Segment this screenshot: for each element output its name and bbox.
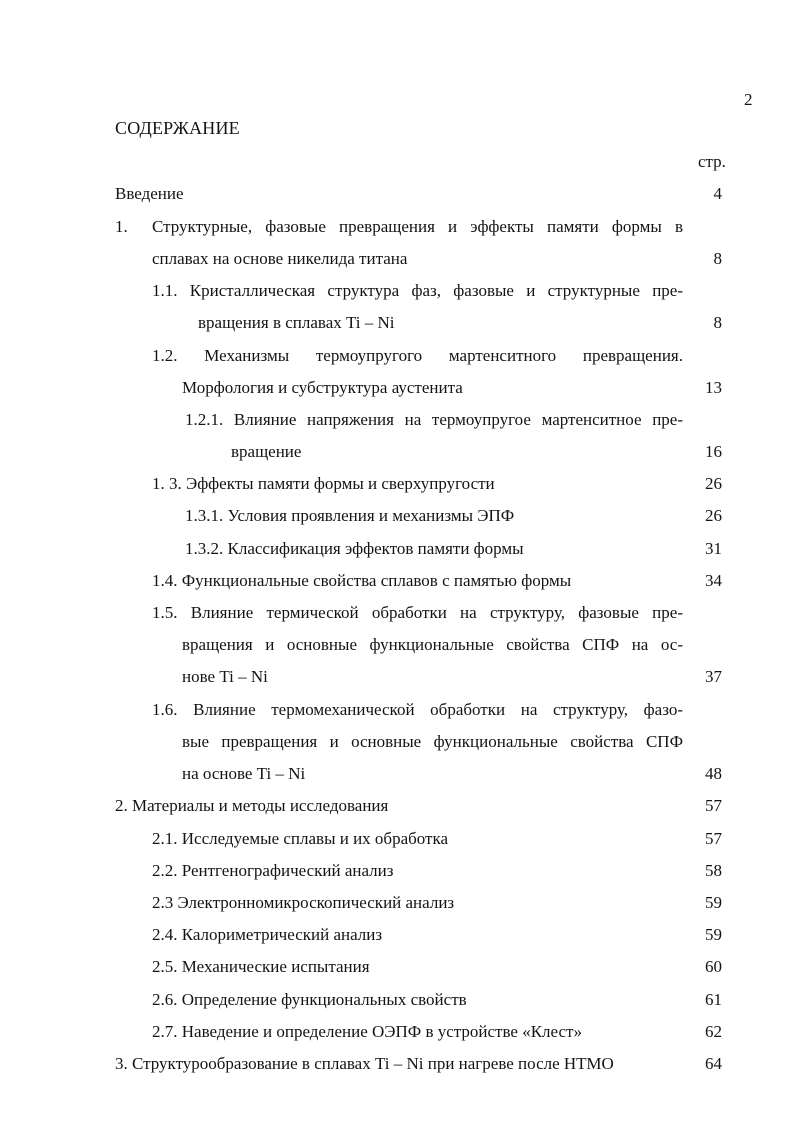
toc-page: 13 bbox=[705, 378, 722, 397]
toc-line: 2. Материалы и методы исследования bbox=[115, 796, 389, 815]
toc-line: Структурные, фазовые превращения и эффекты памяти формы в bbox=[152, 217, 683, 236]
toc-line: 1.1. Кристаллическая структура фаз, фазовые и структурные пре- bbox=[152, 281, 683, 300]
toc-line: вращения и основные функциональные свойства СПФ на ос- bbox=[182, 635, 683, 654]
toc-page: 59 bbox=[705, 893, 722, 912]
toc-line: вращение bbox=[231, 442, 302, 461]
toc-line: 2.6. Определение функциональных свойств bbox=[152, 990, 467, 1009]
toc-page: 61 bbox=[705, 990, 722, 1009]
toc-page: 58 bbox=[705, 861, 722, 880]
toc-page: 62 bbox=[705, 1022, 722, 1041]
toc-line: Введение bbox=[115, 184, 184, 203]
toc-page: 60 bbox=[705, 957, 722, 976]
toc-page: 59 bbox=[705, 925, 722, 944]
toc-line: 2.5. Механические испытания bbox=[152, 957, 370, 976]
page-title: СОДЕРЖАНИЕ bbox=[115, 118, 240, 138]
page-number: 2 bbox=[744, 90, 753, 109]
toc-line: 1.3.2. Классификация эффектов памяти формы bbox=[185, 539, 524, 558]
toc-line: на основе Ti – Ni bbox=[182, 764, 306, 783]
page-column-header: стр. bbox=[698, 152, 726, 171]
toc-line: нове Ti – Ni bbox=[182, 667, 268, 686]
toc-line: 3. Структурообразование в сплавах Ti – Ni при нагреве после НТМО bbox=[115, 1054, 614, 1073]
toc-page: 8 bbox=[713, 249, 722, 268]
toc-line: 1.2. Механизмы термоупругого мартенситного превращения. bbox=[152, 346, 683, 365]
toc-page: 37 bbox=[705, 667, 722, 686]
toc-line: 1.6. Влияние термомеханической обработки на структуру, фазо- bbox=[152, 700, 683, 719]
toc-page: 34 bbox=[705, 571, 722, 590]
toc-line: 1.4. Функциональные свойства сплавов с памятью формы bbox=[152, 571, 572, 590]
toc-page: 57 bbox=[705, 829, 722, 848]
toc-page: 26 bbox=[705, 506, 722, 525]
toc-page: 4 bbox=[713, 184, 722, 203]
toc-page: 64 bbox=[705, 1054, 722, 1073]
toc-line: сплавах на основе никелида титана bbox=[152, 249, 408, 268]
toc-line: 2.2. Рентгенографический анализ bbox=[152, 861, 394, 880]
toc-line: 1.5. Влияние термической обработки на структуру, фазовые пре- bbox=[152, 603, 683, 622]
toc-chapter-number: 1. bbox=[115, 217, 128, 236]
toc-page: 48 bbox=[705, 764, 722, 783]
toc-line: 1.2.1. Влияние напряжения на термоупругое мартенситное пре- bbox=[185, 410, 683, 429]
toc-line: Морфология и субструктура аустенита bbox=[182, 378, 463, 397]
toc-page: 57 bbox=[705, 796, 722, 815]
toc-line: 2.7. Наведение и определение ОЭПФ в устройстве «Клест» bbox=[152, 1022, 582, 1041]
toc-line: 1. 3. Эффекты памяти формы и сверхупругости bbox=[152, 474, 495, 493]
toc-line: 2.3 Электронномикроскопический анализ bbox=[152, 893, 455, 912]
toc-line: 2.1. Исследуемые сплавы и их обработка bbox=[152, 829, 449, 848]
toc-line: вые превращения и основные функциональные свойства СПФ bbox=[182, 732, 683, 751]
toc-line: 1.3.1. Условия проявления и механизмы ЭПФ bbox=[185, 506, 515, 525]
toc-page: 16 bbox=[705, 442, 722, 461]
toc-page: 31 bbox=[705, 539, 722, 558]
toc-page: 26 bbox=[705, 474, 722, 493]
toc-page: 8 bbox=[713, 313, 722, 332]
toc-line: 2.4. Калориметрический анализ bbox=[152, 925, 383, 944]
toc-line: вращения в сплавах Ti – Ni bbox=[198, 313, 395, 332]
